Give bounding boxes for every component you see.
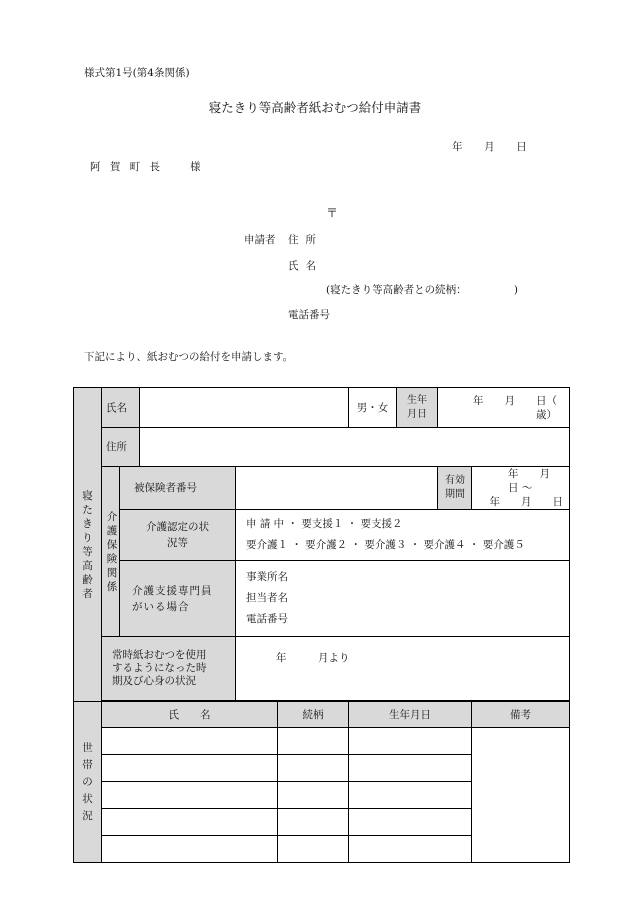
household-birth-cell[interactable]: [349, 728, 472, 755]
application-form-table: [73, 387, 579, 863]
applicant-name-label: 氏名: [288, 260, 323, 272]
care-cert-row: [74, 510, 570, 561]
household-name-cell[interactable]: [102, 809, 278, 836]
household-birth-cell[interactable]: [349, 836, 472, 863]
usage-status-label: 常時紙おむつを使用するようになった時期及び心身の状況: [102, 637, 236, 701]
care-cert-options[interactable]: [236, 510, 570, 561]
elderly-name-field[interactable]: [140, 388, 349, 428]
elderly-address-row: [74, 428, 570, 467]
household-name-cell[interactable]: [102, 782, 278, 809]
applicant-relation-label: (寝たきり等高齢者との続柄： ): [326, 284, 518, 296]
address-label: 住所: [102, 428, 140, 467]
name-label: 氏名: [102, 388, 140, 428]
care-cert-line2: 要介護１ ・ 要介護２ ・ 要介護３ ・ 要介護４ ・ 要介護５: [246, 539, 525, 551]
col-household-name: 氏 名: [102, 702, 278, 728]
care-cert-line1: 申 請 中 ・ 要支援１ ・ 要支援２: [246, 518, 403, 530]
care-manager-fields[interactable]: [236, 561, 570, 637]
office-label: 事業所名: [246, 571, 288, 583]
household-relation-cell[interactable]: [278, 755, 349, 782]
valid-period-field[interactable]: 年 月 日 〜 年 月 日: [472, 467, 570, 510]
elderly-address-field[interactable]: [140, 428, 570, 467]
insured-number-field[interactable]: [236, 467, 438, 510]
elderly-name-row: [74, 388, 570, 428]
care-insurance-label: 介護保険関係: [102, 467, 120, 637]
applicant-address-label: 住所: [288, 234, 323, 246]
insured-number-label: 被保険者番号: [120, 467, 236, 510]
document-title: 寝たきり等高齢者紙おむつ給付申請書: [208, 100, 422, 115]
gender-select[interactable]: 男・女: [349, 388, 397, 428]
household-birth-cell[interactable]: [349, 809, 472, 836]
usage-status-row: [74, 637, 570, 701]
section-household-label: 世帯の状況: [74, 702, 102, 863]
household-remarks-cell[interactable]: [472, 728, 570, 863]
usage-start-field[interactable]: 年 月より: [236, 637, 570, 701]
care-cert-label: 介護認定の状況等: [120, 510, 236, 561]
household-name-cell[interactable]: [102, 755, 278, 782]
household-row: [74, 728, 570, 755]
insured-number-row: [74, 467, 570, 510]
applicant-label: 申請者: [244, 234, 276, 246]
addressee: 阿 賀 町 長 様: [90, 161, 204, 173]
care-manager-phone-label: 電話番号: [246, 613, 288, 625]
household-relation-cell[interactable]: [278, 809, 349, 836]
applicant-phone-label: 電話番号: [288, 309, 330, 321]
household-birth-cell[interactable]: [349, 755, 472, 782]
col-household-relation: 続柄: [278, 702, 349, 728]
form-number: 様式第1号(第4条関係): [84, 67, 190, 79]
valid-period-label: 有効期間: [438, 467, 472, 510]
birth-label: 生年月日: [397, 388, 438, 428]
household-name-cell[interactable]: [102, 728, 278, 755]
birth-field[interactable]: 年 月 日（ 歳）: [438, 388, 570, 428]
intro-text: 下記により、紙おむつの給付を申請します。: [84, 351, 294, 363]
care-manager-label: 介護支援専門員がいる場合: [120, 561, 236, 637]
household-relation-cell[interactable]: [278, 728, 349, 755]
household-relation-cell[interactable]: [278, 782, 349, 809]
household-name-cell[interactable]: [102, 836, 278, 863]
col-household-birth: 生年月日: [349, 702, 472, 728]
household-header-row: [74, 702, 570, 728]
household-birth-cell[interactable]: [349, 782, 472, 809]
application-date-field[interactable]: 年 月 日: [452, 141, 527, 153]
col-household-remarks: 備考: [472, 702, 570, 728]
household-relation-cell[interactable]: [278, 836, 349, 863]
staff-label: 担当者名: [246, 592, 288, 604]
section-elderly-label: 寝たきり等高齢者: [74, 388, 102, 702]
postal-mark: 〒: [326, 206, 339, 220]
care-manager-row: [74, 561, 570, 637]
